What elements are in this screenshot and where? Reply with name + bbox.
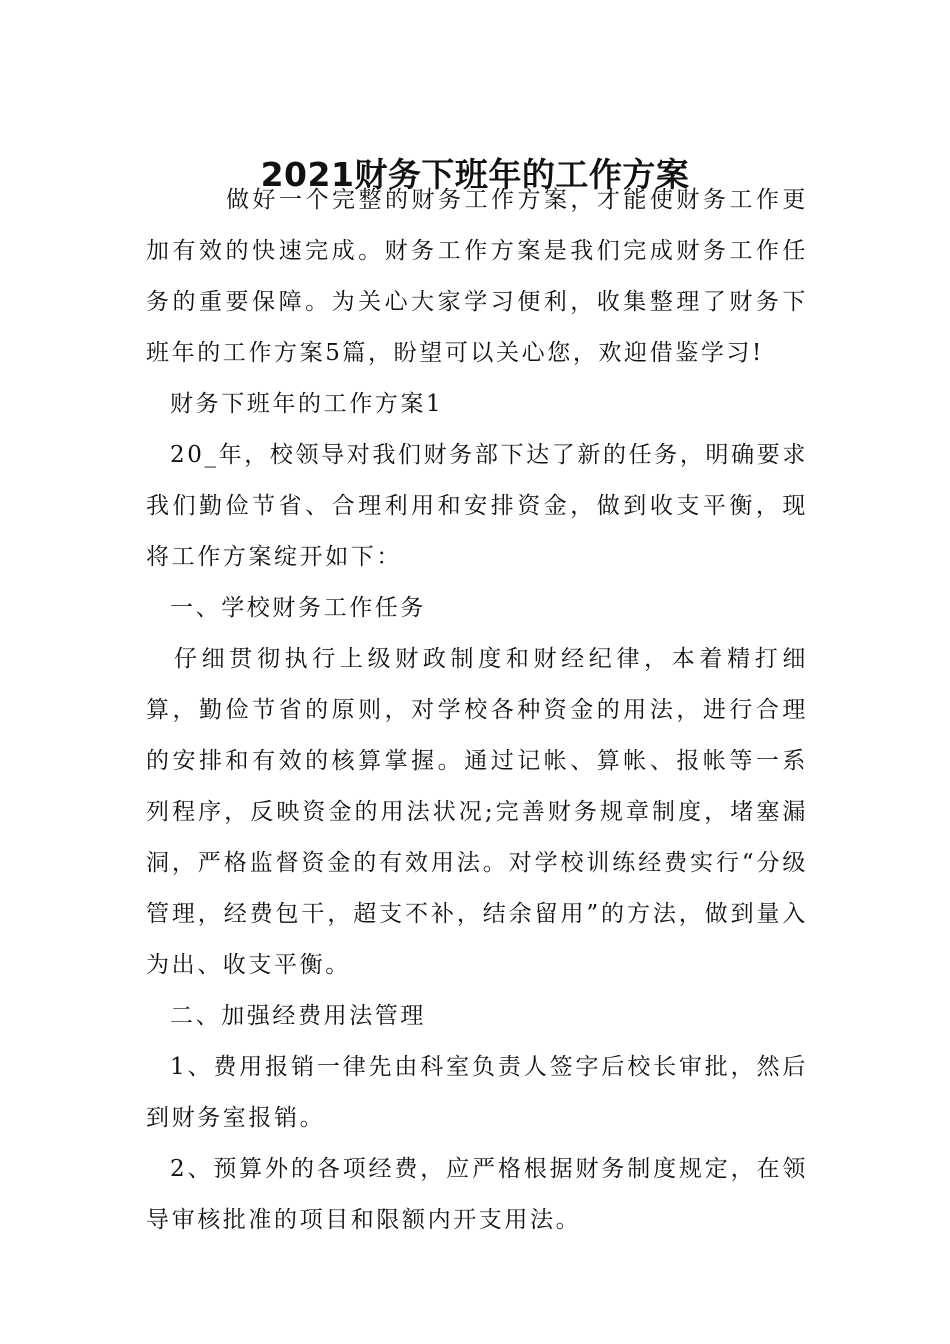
paragraph-item-2: 2、预算外的各项经费，应严格根据财务制度规定，在领导审核批准的项目和限额内开支用法。 (146, 1156, 808, 1233)
section-heading-management: 二、加强经费用法管理 (170, 1003, 426, 1029)
intro-paragraph: 做好一个完整的财务工作方案，才能使财务工作更加有效的快速完成。财务工作方案是我们完成财务工作任务的重要保障。为关心大家学习便利，收集整理了财务下班年的工作方案5篇，盼望可以关心您，欢迎借鉴学习! (146, 187, 808, 366)
document-title: 2021财务下班年的工作方案 (260, 155, 690, 195)
paragraph-item-1: 1、费用报销一律先由科室负责人签字后校长审批，然后到财务室报销。 (146, 1054, 808, 1131)
section-heading-plan-1: 财务下班年的工作方案1 (170, 391, 444, 417)
document-body (146, 175, 808, 1246)
paragraph-tasks: 仔细贯彻执行上级财政制度和财经纪律，本着精打细算，勤俭节省的原则，对学校各种资金的用法，进行合理的安排和有效的核算掌握。通过记帐、算帐、报帐等一系列程序，反映资金的用法状况;完善财务规章制度，堵塞漏洞，严格监督资金的有效用法。对学校训练经费实行“分级管理，经费包干，超支不补，结余留用”的方法，做到量入为出、收支平衡。 (146, 646, 808, 978)
section-heading-tasks: 一、学校财务工作任务 (170, 595, 426, 621)
paragraph-overview: 20_年，校领导对我们财务部下达了新的任务，明确要求我们勤俭节省、合理利用和安排资金，做到收支平衡，现将工作方案绽开如下： (146, 442, 808, 570)
